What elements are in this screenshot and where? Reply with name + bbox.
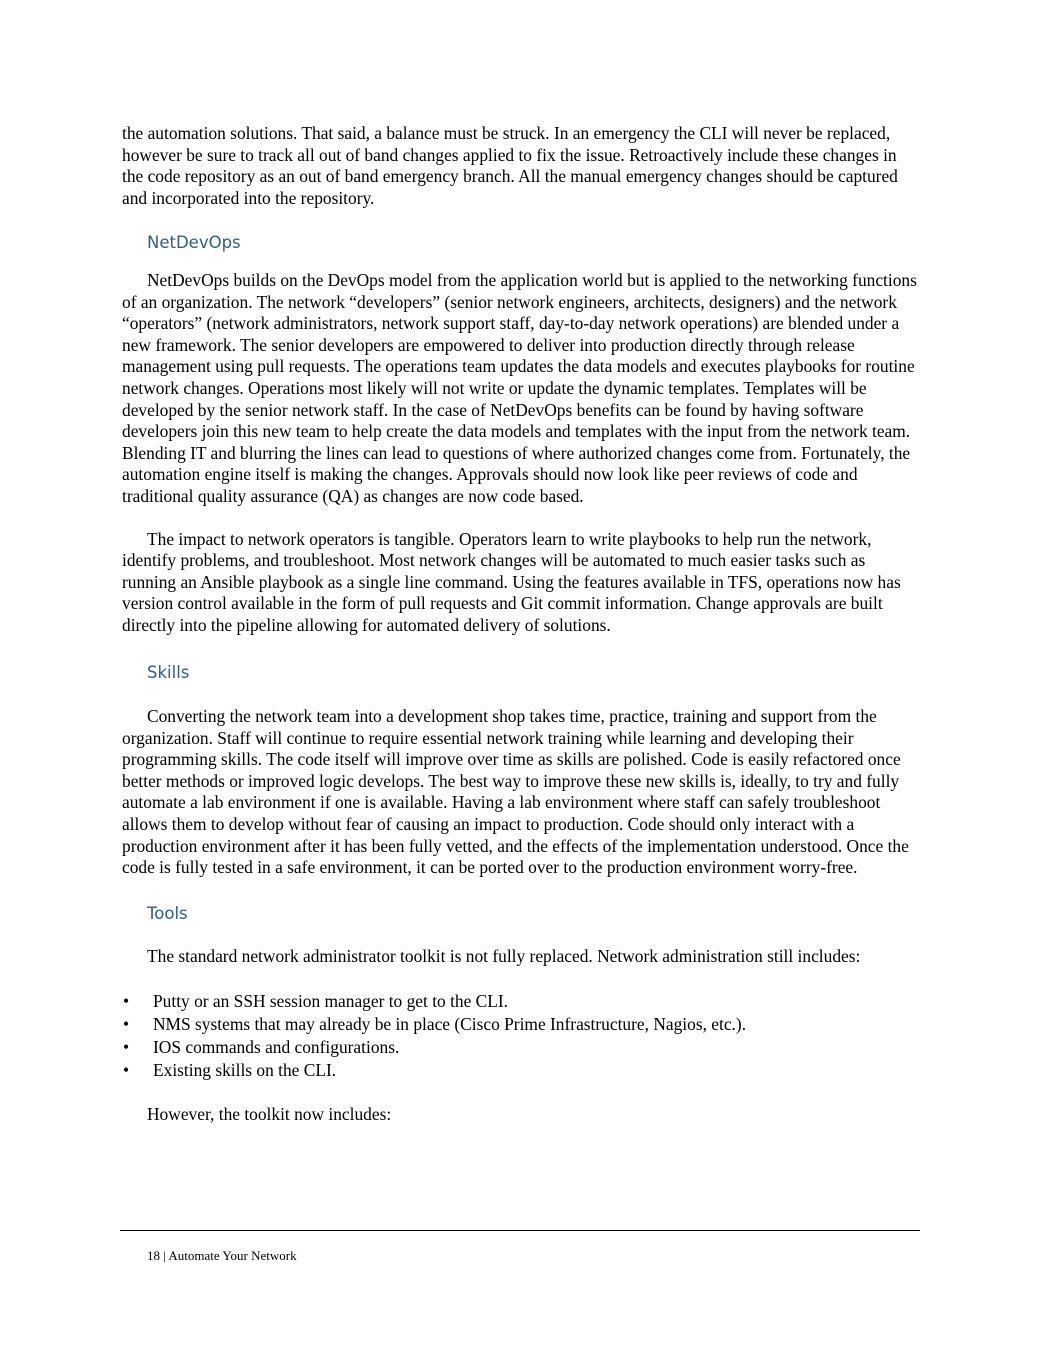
paragraph-intro: the automation solutions. That said, a balance must be struck. In an emergency the CLI will never be replaced, however be sure to track all out of band changes applied to fix the issue. Retroactively include these changes in the code repository as an out of band emergency branch. All the manual emergency changes should be captured and incorporated into the repository.	[122, 123, 898, 208]
bullet-glyph: •	[123, 1060, 130, 1080]
list-item	[122, 1013, 922, 1036]
list-item	[122, 990, 922, 1013]
list-item-text: Existing skills on the CLI.	[153, 1060, 337, 1080]
paragraph-operators: The impact to network operators is tangible. Operators learn to write playbooks to help run the network, identify problems, and troubleshoot. Most network changes will be automated to much easier tasks such as running an Ansible playbook as a single line command. Using the features available in TFS, operations now has version control available in the form of pull requests and Git commit information. Change approvals are built directly into the pipeline allowing for automated delivery of solutions.	[122, 528, 901, 635]
paragraph-tools: The standard network administrator toolkit is not fully replaced. Network administration still includes:	[147, 946, 861, 967]
tools-bullet-list	[122, 990, 922, 1082]
list-item-text: Putty or an SSH session manager to get to the CLI.	[153, 991, 509, 1011]
list-item-text: IOS commands and configurations.	[153, 1037, 400, 1057]
page-footer: 18 | Automate Your Network	[147, 1248, 297, 1263]
list-item	[122, 1036, 922, 1059]
list-item-text: NMS systems that may already be in place (Cisco Prime Infrastructure, Nagios, etc.).	[153, 1014, 747, 1034]
paragraph-toolkit-now: However, the toolkit now includes:	[147, 1104, 392, 1124]
list-item	[122, 1059, 922, 1082]
footer-divider	[120, 1230, 920, 1231]
bullet-glyph: •	[123, 991, 130, 1011]
paragraph-netdevops: NetDevOps builds on the DevOps model from the application world but is applied to the networking functions of an organization. The network “developers” (senior network engineers, architects, designers) and the network “operators” (network administrators, network support staff, day-to-day network operations) are blended under a new framework. The senior developers are empowered to deliver into production directly through release management using pull requests. The operations team updates the data models and executes playbooks for routine network changes. Operations most likely will not write or update the dynamic templates. Templates will be developed by the senior network staff. In the case of NetDevOps benefits can be found by having software developers join this new team to help create the data models and templates with the input from the network team. Blending IT and blurring the lines can lead to questions of where authorized changes come from. Fortunately, the automation engine itself is making the changes. Approvals should now look like peer reviews of code and traditional quality assurance (QA) as changes are now code based.	[122, 269, 917, 506]
paragraph-skills: Converting the network team into a development shop takes time, practice, training and support from the organization. Staff will continue to require essential network training while learning and developing their programming skills. The code itself will improve over time as skills are polished. Code is easily refactored once better methods or improved logic develops. The best way to improve these new skills is, ideally, to try and fully automate a lab environment if one is available. Having a lab environment where staff can safely troubleshoot allows them to develop without fear of causing an impact to production. Code should only interact with a production environment after it has been fully vetted, and the effects of the implementation understood. Once the code is fully tested in a safe environment, it can be ported over to the production environment worry-free.	[122, 706, 909, 878]
bullet-glyph: •	[123, 1014, 130, 1034]
heading-netdevops: NetDevOps	[147, 233, 241, 253]
page-body	[122, 123, 922, 1126]
bullet-glyph: •	[123, 1037, 130, 1057]
heading-tools: Tools	[147, 903, 188, 923]
heading-skills: Skills	[147, 663, 190, 683]
